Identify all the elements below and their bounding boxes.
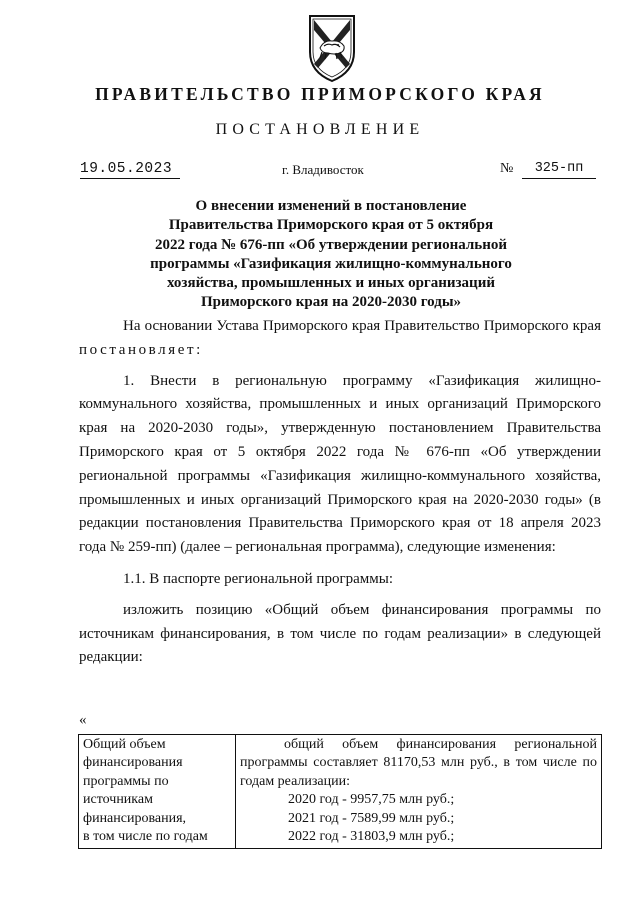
- intro-text: На основании Устава Приморского края Правительство Приморского края: [123, 318, 601, 334]
- title-line: хозяйства, промышленных и иных организаций: [167, 275, 495, 292]
- table-value-cell: [236, 735, 602, 849]
- year-financing-line: 2022 год - 31803,9 млн руб.;: [288, 829, 455, 845]
- title-line: О внесении изменений в постановление: [195, 198, 467, 214]
- label-line: источникам: [83, 792, 153, 808]
- label-line: Общий объем: [83, 737, 166, 752]
- title-line: Правительства Приморского края от 5 октября: [168, 217, 494, 234]
- document-type: ПОСТАНОВЛЕНИЕ: [215, 121, 425, 138]
- year-financing-line: 2021 год - 7589,99 млн руб.;: [288, 810, 455, 826]
- year-financing-line: 2020 год - 9957,75 млн руб.;: [288, 792, 455, 808]
- item-1-paragraph: 1. Внести в региональную программу «Газификация жилищно-коммунального хозяйства, промышленных и иных организаций Приморского края на 2020-2030 годы», утвержденную постановлением Правительства Приморского края от 5 октября 2022 года № 676-пп «Об утверждении региональной программы «Газификация жилищно-коммунального хозяйства, промышленных и иных организаций Приморского края на 2020-2030 годы» (в редакции постановления Правительства Приморского края от 18 апреля 2023 года № 259-пп) (далее – региональная программа), следующие изменения:: [79, 372, 601, 556]
- document-body: [79, 315, 601, 670]
- opening-quote: «: [79, 712, 87, 728]
- number-label: №: [500, 161, 514, 176]
- label-line: финансирования: [83, 755, 183, 771]
- document-date: 19.05.2023: [80, 160, 180, 179]
- title-line: программы «Газификация жилищно-коммунального: [150, 255, 512, 272]
- resolves-word: постановляет:: [79, 341, 203, 358]
- label-line: в том числе по годам: [83, 829, 208, 845]
- document-title: [100, 197, 562, 313]
- table-label-cell: [79, 735, 236, 849]
- financing-total-text: общий объем финансирования региональной программы составляет 81170,53 млн руб., в том числе по годам реализации:: [240, 737, 597, 789]
- title-line: Приморского края на 2020-2030 годы»: [200, 294, 462, 311]
- intro-paragraph: [79, 315, 601, 363]
- item-1-1-paragraph: 1.1. В паспорте региональной программы:: [123, 570, 393, 587]
- table-row: [79, 735, 602, 849]
- financing-table: [78, 734, 602, 849]
- coat-of-arms-emblem: [300, 12, 364, 84]
- title-line: 2022 года № 676-пп «Об утверждении региональной: [155, 236, 507, 253]
- label-line: программы по: [83, 773, 169, 789]
- label-line: финансирования,: [83, 810, 187, 826]
- document-number: 325-пп: [522, 160, 596, 179]
- instruction-paragraph: изложить позицию «Общий объем финансирования программы по источникам финансирования, в том числе по годам реализации» в следующей редакции:: [79, 601, 601, 666]
- document-city: г. Владивосток: [282, 162, 364, 177]
- government-name: ПРАВИТЕЛЬСТВО ПРИМОРСКОГО КРАЯ: [95, 84, 545, 104]
